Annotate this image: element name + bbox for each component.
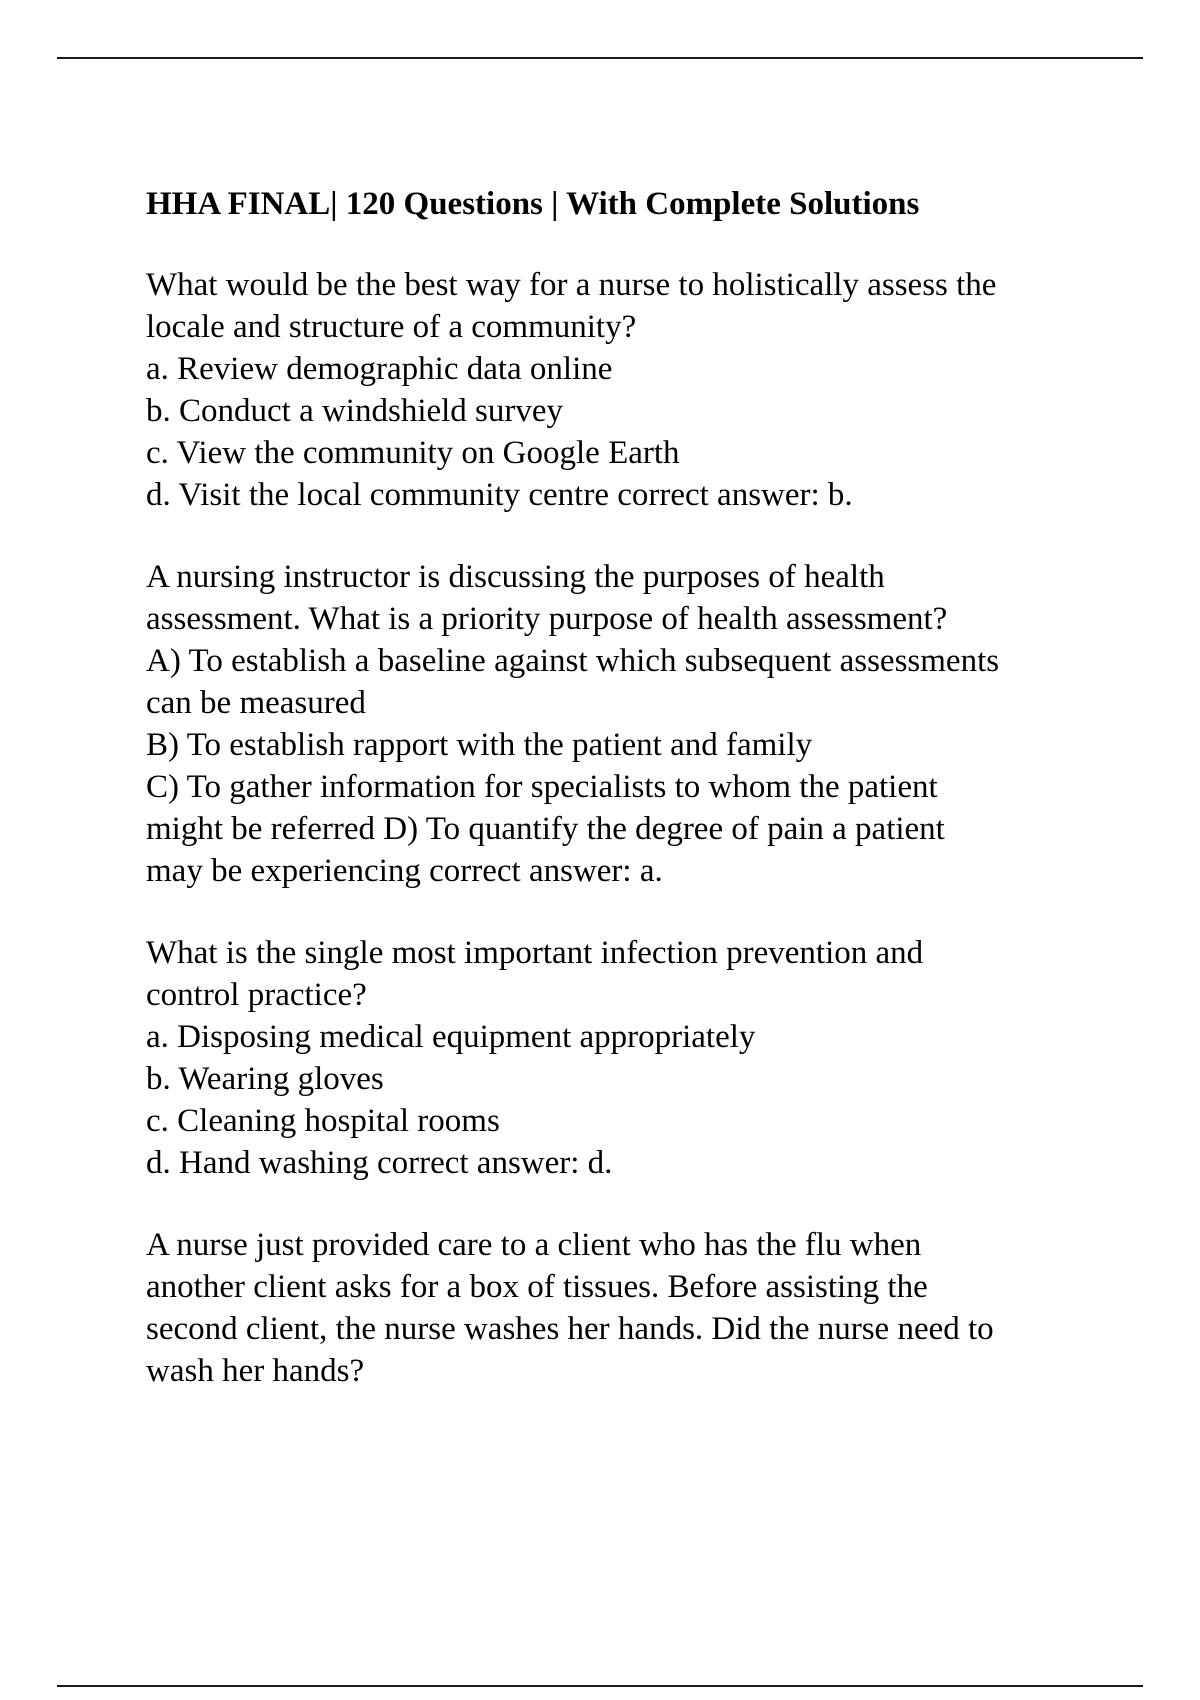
answer-option: b. Conduct a windshield survey	[146, 393, 564, 429]
answer-option: c. Cleaning hospital rooms	[146, 1103, 500, 1139]
answer-option: d. Hand washing correct answer: d.	[146, 1145, 613, 1181]
answer-option: A) To establish a baseline against which subsequent assessments	[146, 643, 1000, 679]
question-line: control practice?	[146, 977, 367, 1013]
question-line: second client, the nurse washes her hands. Did the nurse need to	[146, 1311, 994, 1347]
question-line: locale and structure of a community?	[146, 309, 637, 345]
question-2	[146, 556, 1106, 892]
answer-option: c. View the community on Google Earth	[146, 435, 680, 471]
bottom-rule	[57, 1685, 1143, 1687]
answer-option: might be referred D) To quantify the degree of pain a patient	[146, 811, 945, 847]
document-body	[146, 182, 1106, 1432]
answer-option: a. Review demographic data online	[146, 351, 613, 387]
answer-option: may be experiencing correct answer: a.	[146, 853, 663, 889]
answer-option: can be measured	[146, 685, 366, 721]
answer-option: C) To gather information for specialists to whom the patient	[146, 769, 938, 805]
question-line: wash her hands?	[146, 1353, 365, 1389]
document-title: HHA FINAL| 120 Questions | With Complete Solutions	[146, 186, 920, 222]
question-3	[146, 932, 1106, 1184]
answer-option: d. Visit the local community centre correct answer: b.	[146, 477, 853, 513]
question-line: another client asks for a box of tissues. Before assisting the	[146, 1269, 928, 1305]
question-1	[146, 264, 1106, 516]
question-line: What is the single most important infection prevention and	[146, 935, 924, 971]
question-line: A nurse just provided care to a client who has the flu when	[146, 1227, 922, 1263]
answer-option: B) To establish rapport with the patient and family	[146, 727, 813, 763]
question-line: assessment. What is a priority purpose of health assessment?	[146, 601, 948, 637]
question-line: What would be the best way for a nurse to holistically assess the	[146, 267, 997, 303]
answer-option: a. Disposing medical equipment appropriately	[146, 1019, 756, 1055]
question-4	[146, 1224, 1106, 1392]
answer-option: b. Wearing gloves	[146, 1061, 384, 1097]
question-line: A nursing instructor is discussing the purposes of health	[146, 559, 885, 595]
top-rule	[57, 57, 1143, 59]
